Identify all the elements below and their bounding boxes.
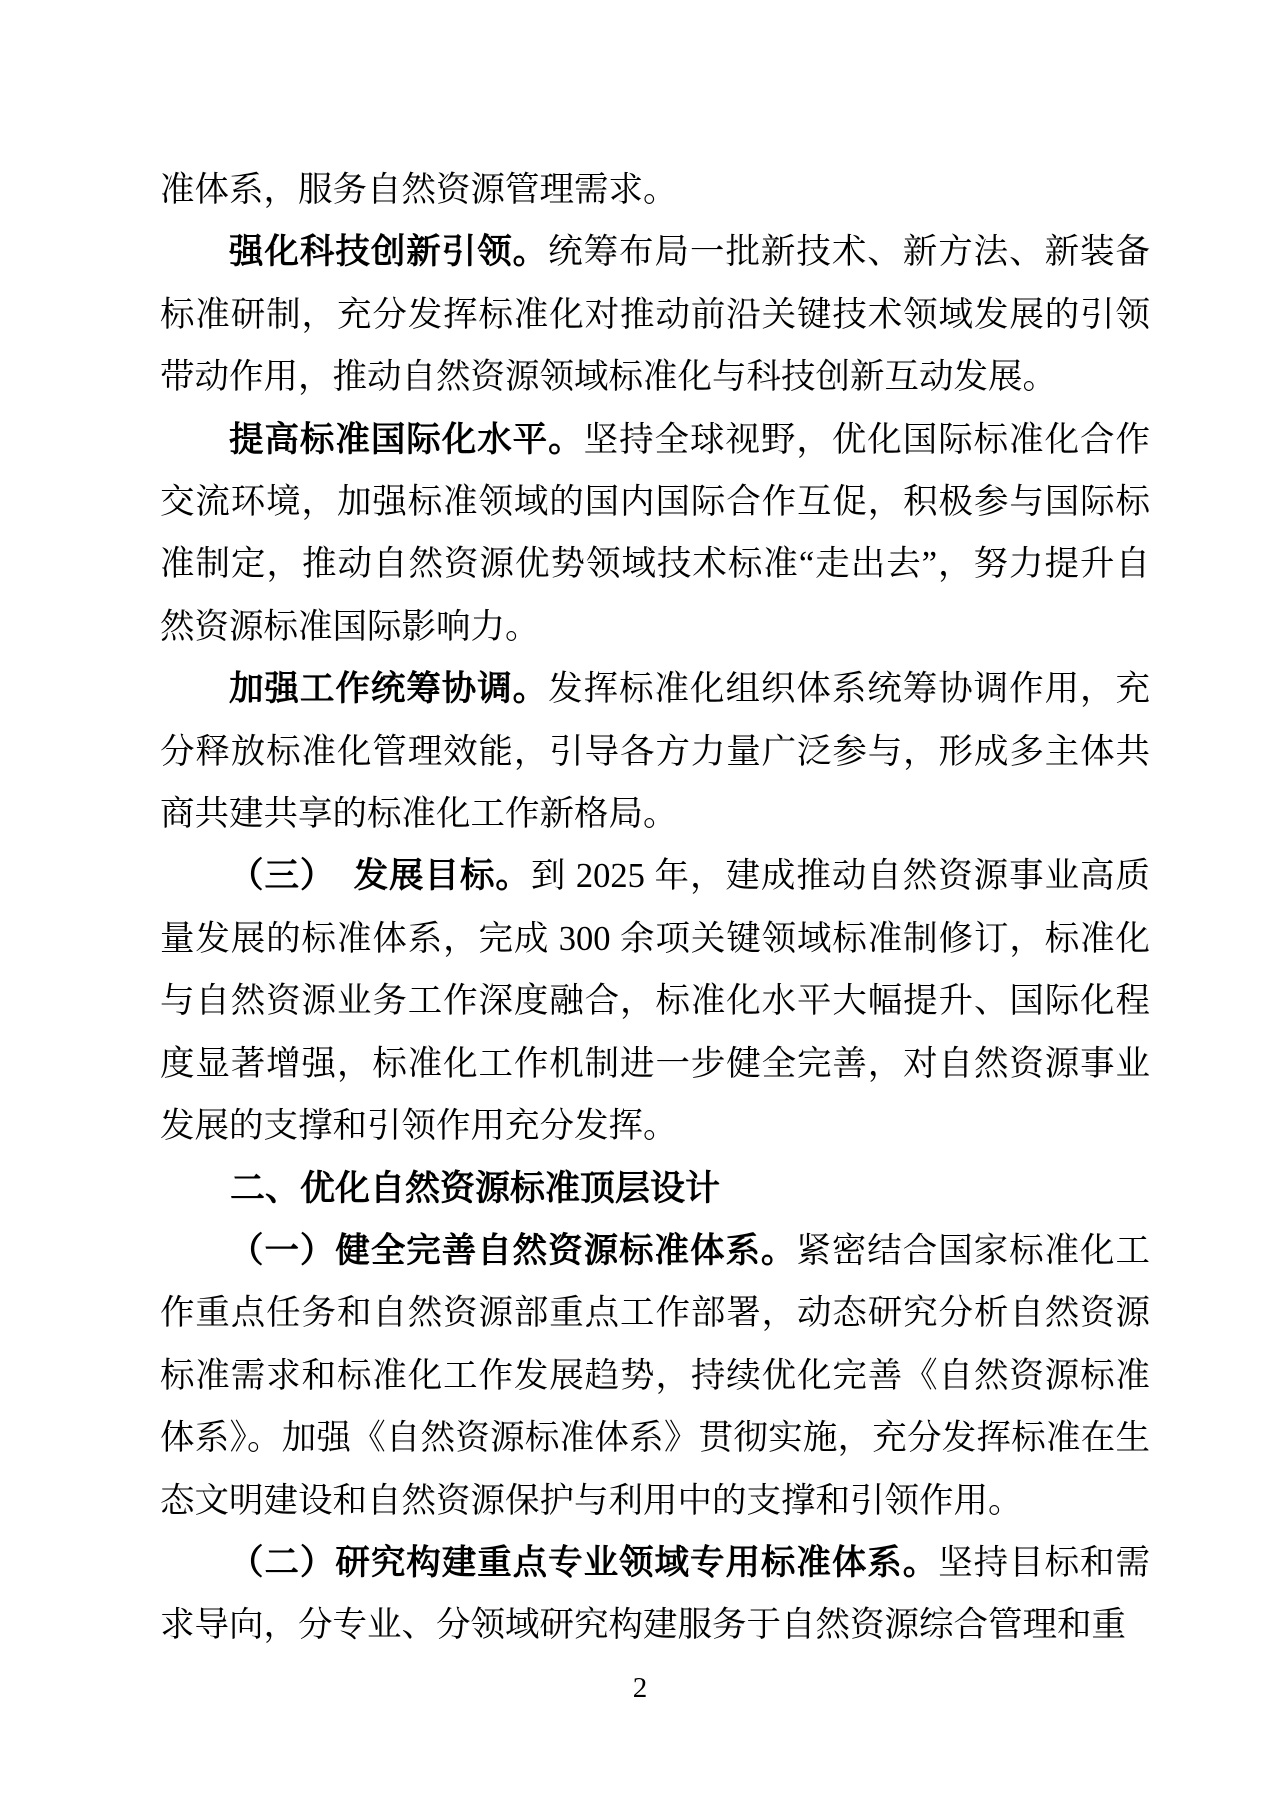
section-heading: 二、优化自然资源标准顶层设计 bbox=[230, 1168, 721, 1208]
paragraph bbox=[160, 845, 1150, 1157]
paragraph bbox=[160, 221, 1150, 408]
paragraph-text: 坚持全球视野，优化国际标准化合作交流环境，加强标准领域的国内国际合作互促，积极参与国际标准制定，推动自然资源优势领域技术标准“走出去”，努力提升自然资源标准国际影响力。 bbox=[160, 420, 1151, 646]
lead-emphasis: （一）健全完善自然资源标准体系。 bbox=[229, 1231, 797, 1270]
lead-emphasis: 加强工作统筹协调。 bbox=[229, 670, 549, 709]
paragraph-text: 到 2025 年，建成推动自然资源事业高质量发展的标准体系，完成 300 余项关键领域标准制修订，标准化与自然资源业务工作深度融合，标准化水平大幅提升、国际化程度显著增强，标准化工作机制进一步健全完善，对自然资源事业发展的支撑和引领作用充分发挥。 bbox=[160, 857, 1150, 1146]
paragraph bbox=[160, 1220, 1150, 1532]
paragraph-continuation bbox=[160, 159, 1150, 221]
lead-emphasis: （三） 发展目标。 bbox=[229, 857, 531, 896]
document-body bbox=[160, 159, 1150, 1657]
lead-emphasis: （二）研究构建重点专业领域专用标准体系。 bbox=[229, 1543, 939, 1582]
paragraph-text: 紧密结合国家标准化工作重点任务和自然资源部重点工作部署，动态研究分析自然资源标准需求和标准化工作发展趋势，持续优化完善《自然资源标准体系》。加强《自然资源标准体系》贯彻实施，充分发挥标准在生态文明建设和自然资源保护与利用中的支撑和引领作用。 bbox=[160, 1231, 1150, 1520]
paragraph-text: 发挥标准化组织体系统筹协调作用，充分释放标准化管理效能，引导各方力量广泛参与，形成多主体共商共建共享的标准化工作新格局。 bbox=[160, 670, 1150, 834]
paragraph-text: 统筹布局一批新技术、新方法、新装备标准研制，充分发挥标准化对推动前沿关键技术领域发展的引领带动作用，推动自然资源领域标准化与科技创新互动发展。 bbox=[160, 233, 1150, 397]
lead-emphasis: 强化科技创新引领。 bbox=[229, 233, 549, 272]
paragraph-text: 坚持目标和需求导向，分专业、分领域研究构建服务于自然资源综合管理和重 bbox=[160, 1543, 1151, 1645]
paragraph bbox=[160, 658, 1150, 845]
paragraph bbox=[160, 409, 1150, 659]
lead-emphasis: 提高标准国际化水平。 bbox=[229, 420, 584, 459]
paragraph bbox=[160, 1532, 1150, 1657]
page-number: 2 bbox=[632, 1672, 648, 1704]
paragraph-text: 准体系，服务自然资源管理需求。 bbox=[160, 171, 678, 209]
